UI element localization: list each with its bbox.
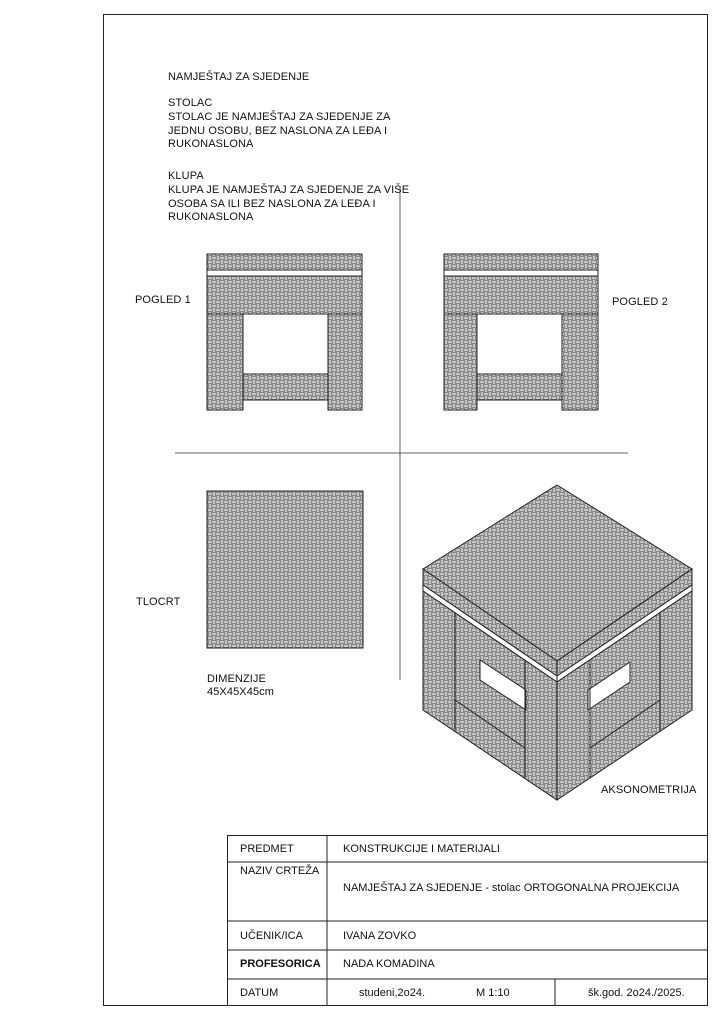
teacher-label: PROFESORICA bbox=[240, 958, 321, 970]
date-label: DATUM bbox=[240, 987, 279, 999]
klupa-description: KLUPA JE NAMJEŠTAJ ZA SJEDENJE ZA VIŠE OSOBA SA ILI BEZ NASLONA ZA LEĐA I RUKONASLONA bbox=[168, 184, 410, 223]
axonometric-label: AKSONOMETRIJA bbox=[601, 784, 697, 796]
view-2-drawing bbox=[444, 254, 598, 410]
main-heading: NAMJEŠTAJ ZA SJEDENJE bbox=[168, 71, 310, 83]
student-value: IVANA ZOVKO bbox=[343, 930, 417, 942]
klupa-title: KLUPA bbox=[168, 170, 204, 182]
subject-value: KONSTRUKCIJE I MATERIJALI bbox=[343, 843, 500, 855]
teacher-value: NADA KOMADINA bbox=[343, 958, 435, 970]
dimensions-value: 45X45X45cm bbox=[207, 686, 275, 698]
date-value: studeni,2o24. bbox=[359, 987, 426, 999]
view-2-label: POGLED 2 bbox=[612, 296, 668, 308]
dimensions-label: DIMENZIJE bbox=[207, 673, 266, 685]
plan-view-drawing bbox=[207, 491, 363, 648]
stolac-description: STOLAC JE NAMJEŠTAJ ZA SJEDENJE ZA JEDNU OSOBU, BEZ NASLONA ZA LEĐA I RUKONASLONA bbox=[168, 111, 391, 150]
view-1-label: POGLED 1 bbox=[135, 294, 191, 306]
view-1-drawing bbox=[207, 254, 362, 410]
student-label: UČENIK/ICA bbox=[240, 930, 303, 942]
stolac-title: STOLAC bbox=[168, 97, 213, 109]
drawing-name-label: NAZIV CRTEŽA bbox=[240, 865, 320, 877]
subject-label: PREDMET bbox=[240, 843, 294, 855]
axonometric-drawing bbox=[423, 485, 692, 800]
drawing-name-value: NAMJEŠTAJ ZA SJEDENJE - stolac ORTOGONALNA PROJEKCIJA bbox=[343, 882, 680, 894]
school-year-value: šk.god. 2o24./2025. bbox=[588, 987, 685, 999]
title-block-grid bbox=[227, 835, 708, 1006]
scale-value: M 1:10 bbox=[476, 987, 510, 999]
plan-view-label: TLOCRT bbox=[136, 596, 181, 608]
